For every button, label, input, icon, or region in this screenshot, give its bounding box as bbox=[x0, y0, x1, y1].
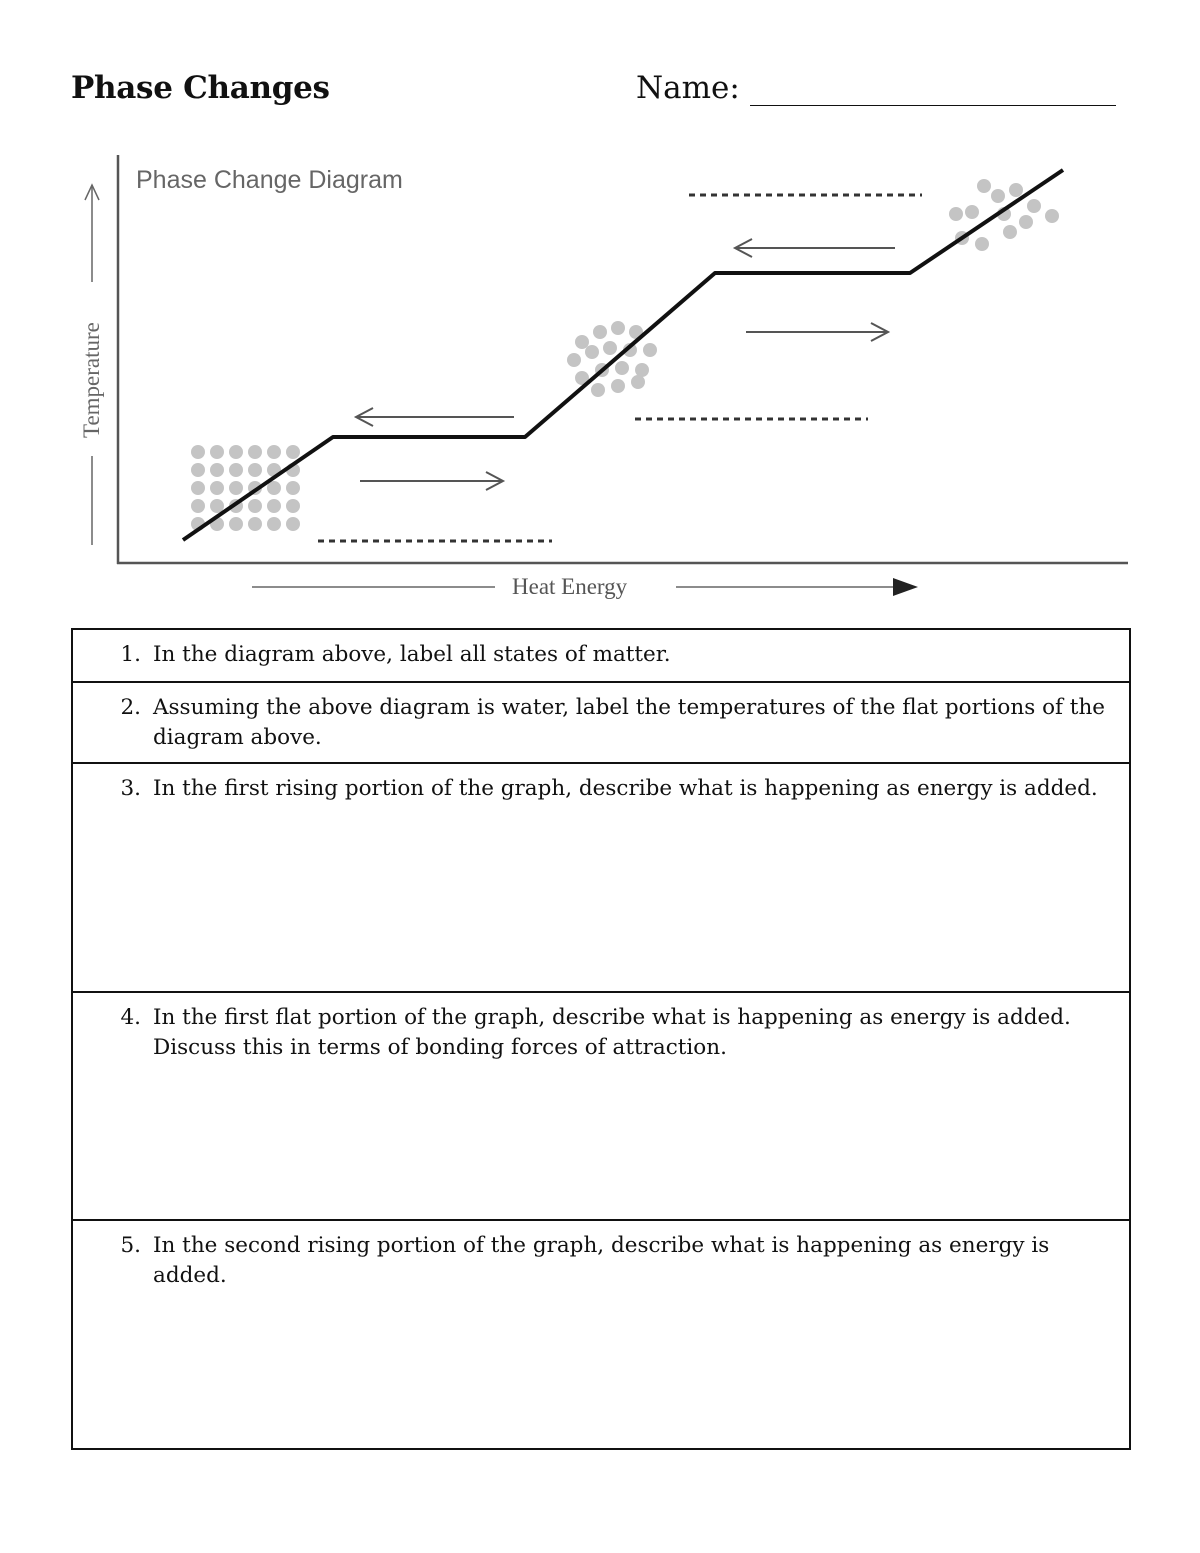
question-text: In the first flat portion of the graph, describe what is happening as energy is added. Discuss this in terms of bonding forces of attraction. bbox=[153, 1005, 1071, 1060]
gas-particles bbox=[949, 179, 1059, 251]
arrow-right-1 bbox=[360, 472, 503, 490]
page-title: Phase Changes bbox=[71, 70, 330, 106]
arrow-right-2 bbox=[746, 323, 888, 341]
heating-curve bbox=[183, 170, 1063, 540]
question-text: In the second rising portion of the graph, describe what is happening as energy is added. bbox=[153, 1233, 1050, 1288]
x-axis-label: Heat Energy bbox=[512, 574, 628, 599]
question-number: 4. bbox=[120, 1005, 141, 1030]
question-row-2 bbox=[73, 683, 1129, 764]
question-row-5[interactable] bbox=[73, 1221, 1129, 1448]
question-number: 3. bbox=[120, 776, 141, 801]
question-row-3[interactable] bbox=[73, 764, 1129, 993]
diagram-title: Phase Change Diagram bbox=[136, 166, 403, 194]
question-number: 1. bbox=[120, 642, 141, 667]
question-number: 2. bbox=[120, 695, 141, 720]
question-row-4[interactable] bbox=[73, 993, 1129, 1221]
questions-table bbox=[71, 628, 1131, 1450]
question-text: Assuming the above diagram is water, label the temperatures of the flat portions of the diagram above. bbox=[153, 695, 1106, 750]
question-text: In the diagram above, label all states of matter. bbox=[153, 642, 671, 667]
phase-change-diagram bbox=[0, 140, 1200, 610]
name-field-group bbox=[636, 70, 1116, 106]
arrow-left-1 bbox=[356, 408, 514, 426]
name-label: Name: bbox=[636, 70, 740, 106]
arrow-left-2 bbox=[735, 239, 895, 257]
question-text: In the first rising portion of the graph, describe what is happening as energy is added. bbox=[153, 776, 1098, 801]
solid-particles bbox=[191, 445, 300, 531]
question-number: 5. bbox=[120, 1233, 141, 1258]
name-blank-line[interactable] bbox=[750, 75, 1116, 106]
question-row-1 bbox=[73, 630, 1129, 683]
y-axis-label: Temperature bbox=[79, 322, 104, 438]
x-axis-arrowhead bbox=[893, 578, 918, 596]
